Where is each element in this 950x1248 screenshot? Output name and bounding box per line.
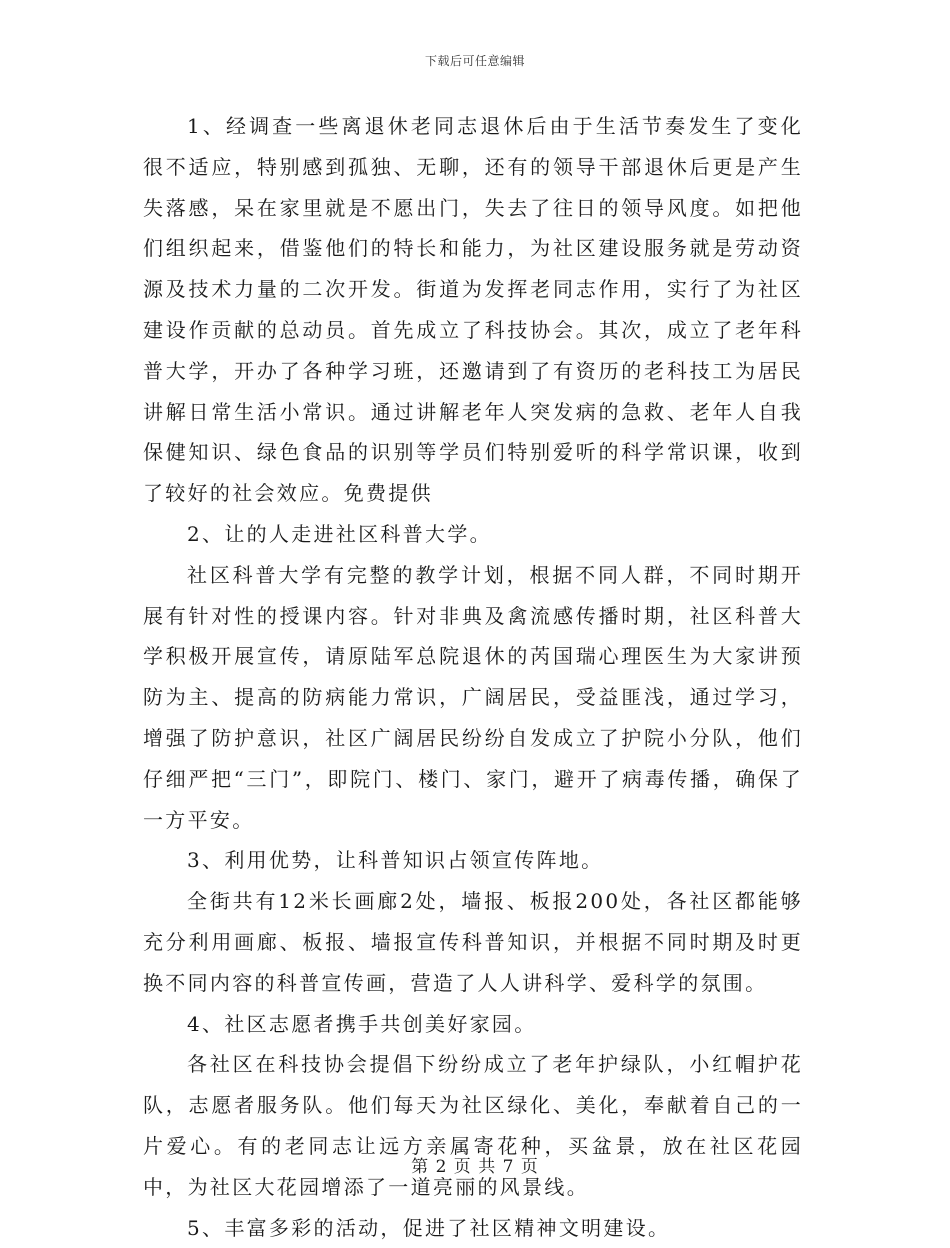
document-body xyxy=(143,106,803,1248)
paragraph-4-body: 各社区在科技协会提倡下纷纷成立了老年护绿队，小红帽护花队，志愿者服务队。他们每天为社区绿化、美化，奉献着自己的一片爱心。有的老同志让远方亲属寄花种，买盆景，放在社区花园中，为社区大花园增添了一道亮丽的风景线。 xyxy=(143,1052,803,1199)
paragraph-2-body: 社区科普大学有完整的教学计划，根据不同人群，不同时期开展有针对性的授课内容。针对非典及禽流感传播时期，社区科普大学积极开展宣传，请原陆军总院退休的芮国瑞心理医生为大家讲预防为主、提高的防病能力常识，广阔居民，受益匪浅，通过学习，增强了防护意识，社区广阔居民纷纷自发成立了护院小分队，他们仔细严把“三门”，即院门、楼门、家门，避开了病毒传播，确保了一方平安。 xyxy=(143,562,803,832)
paragraph-1: 1、经调查一些离退休老同志退休后由于生活节奏发生了变化很不适应，特别感到孤独、无聊，还有的领导干部退休后更是产生失落感，呆在家里就是不愿出门，失去了往日的领导风度。如把他们组织起来，借鉴他们的特长和能力，为社区建设服务就是劳动资源及技术力量的二次开发。街道为发挥老同志作用，实行了为社区建设作贡献的总动员。首先成立了科技协会。其次，成立了老年科普大学，开办了各种学习班，还邀请到了有资历的老科技工为居民讲解日常生活小常识。通过讲解老年人突发病的急救、老年人自我保健知识、绿色食品的识别等学员们特别爱听的科学常识课，收到了较好的社会效应。免费提供 xyxy=(143,114,803,506)
paragraph-2-heading: 2、让的人走进社区科普大学。 xyxy=(187,521,492,546)
page-number-footer: 第 2 页 共 7 页 xyxy=(411,1157,539,1177)
paragraph-4-heading: 4、社区志愿者携手共创美好家园。 xyxy=(187,1011,537,1036)
paragraph-3-heading: 3、利用优势，让科普知识占领宣传阵地。 xyxy=(187,848,604,873)
page-header: 下载后可任意编辑 xyxy=(424,54,525,68)
paragraph-5-heading: 5、丰富多彩的活动，促进了社区精神文明建设。 xyxy=(187,1215,671,1240)
paragraph-3-body: 全街共有12米长画廊2处，墙报、板报200处，各社区都能够充分利用画廊、板报、墙报宣传科普知识，并根据不同时期及时更换不同内容的科普宣传画，营造了人人讲科学、爱科学的氛围。 xyxy=(143,889,803,995)
